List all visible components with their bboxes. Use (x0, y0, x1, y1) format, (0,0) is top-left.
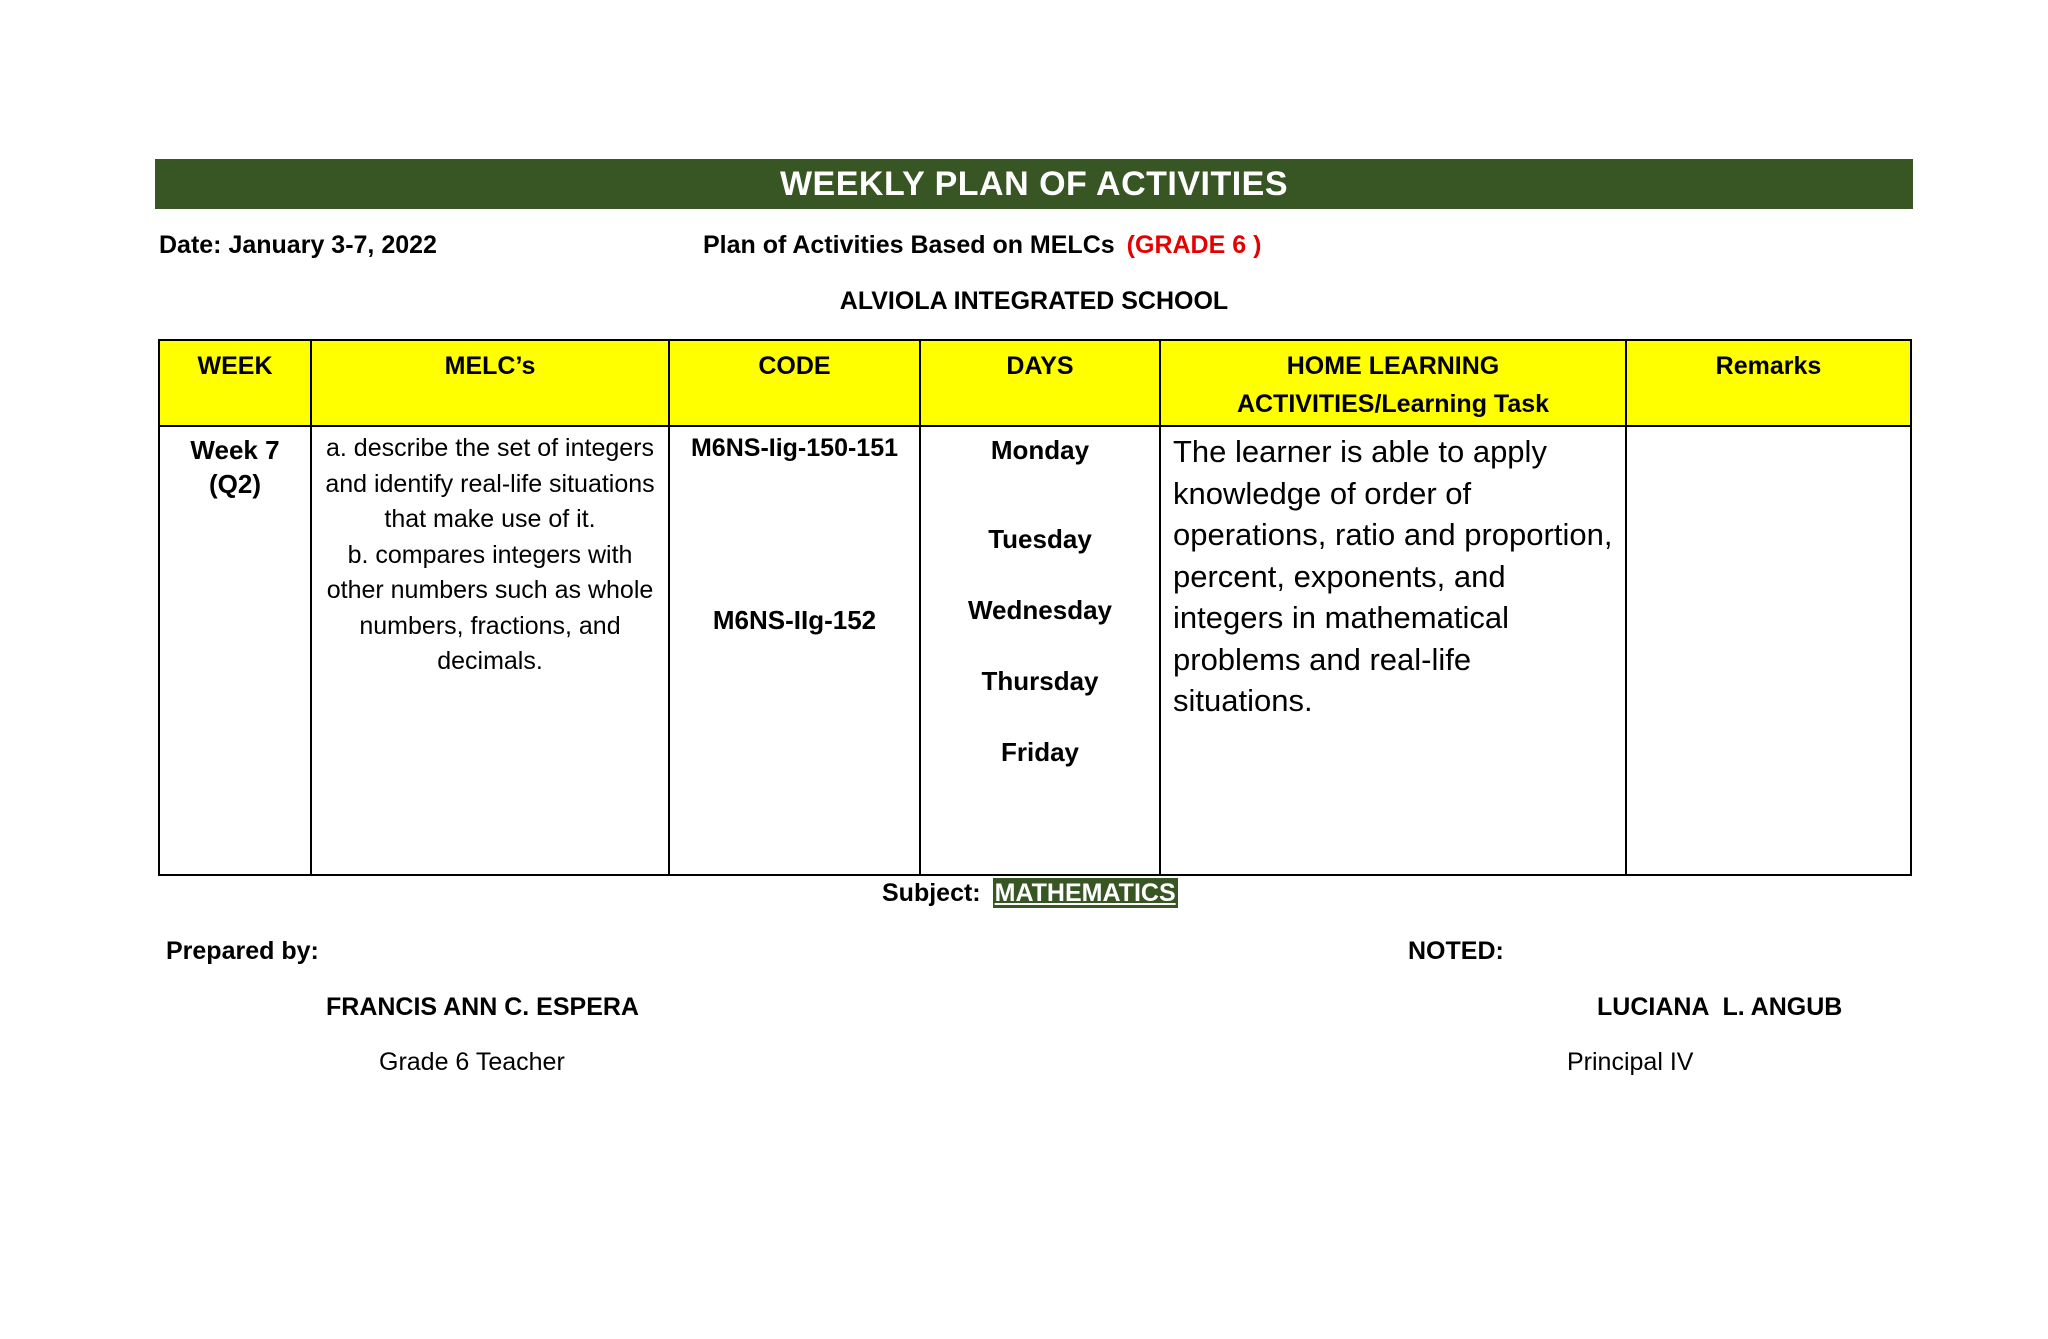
week-number: Week 7 (190, 435, 280, 465)
header-days: DAYS (920, 340, 1160, 426)
table-header-row (159, 340, 1911, 426)
weekly-plan-table (158, 339, 1912, 876)
quarter-label: (Q2) (209, 469, 261, 499)
day-thursday: Thursday (981, 666, 1099, 696)
cell-home-learning: The learner is able to apply knowledge of order of operations, ratio and proportion, percent, exponents, and integers in mathematical problems and real-life situations. (1160, 426, 1626, 875)
noter-name: LUCIANA L. ANGUB (1597, 993, 1843, 1021)
noter-title: Principal IV (1567, 1048, 1694, 1076)
melc-b: b. compares integers with other numbers such as whole numbers, fractions, and decimals. (326, 540, 654, 675)
code-1: M6NS-Iig-150-151 (690, 434, 899, 462)
header-remarks: Remarks (1626, 340, 1911, 426)
code-2: M6NS-IIg-152 (712, 605, 877, 635)
preparer-name: FRANCIS ANN C. ESPERA (326, 993, 639, 1021)
date-text: Date: January 3-7, 2022 (159, 231, 437, 259)
header-home-line2: ACTIVITIES/Learning Task (1236, 390, 1550, 418)
header-home-line1: HOME LEARNING (1286, 352, 1500, 380)
header-home-learning (1160, 340, 1626, 426)
day-monday: Monday (990, 435, 1090, 465)
melc-a: a. describe the set of integers and identify real-life situations that make use of it. (325, 434, 655, 533)
cell-week (159, 426, 311, 875)
header-code: CODE (669, 340, 920, 426)
table-row (159, 426, 1911, 875)
cell-remarks (1626, 426, 1911, 875)
subject-label: Subject: (882, 878, 981, 907)
plan-label: Plan of Activities Based on MELCs (703, 231, 1115, 259)
subject-value: MATHEMATICS (994, 879, 1176, 907)
header-week: WEEK (159, 340, 311, 426)
day-wednesday: Wednesday (967, 595, 1112, 625)
prepared-by-label: Prepared by: (166, 937, 319, 965)
cell-code (669, 426, 920, 875)
cell-days (920, 426, 1160, 875)
cell-melc (311, 426, 669, 875)
grade-label: (GRADE 6 ) (1126, 231, 1262, 259)
subject-line (882, 878, 1178, 908)
header-melc: MELC’s (311, 340, 669, 426)
day-tuesday: Tuesday (988, 524, 1092, 554)
noted-label: NOTED: (1408, 937, 1504, 965)
school-name: ALVIOLA INTEGRATED SCHOOL (839, 287, 1229, 315)
day-friday: Friday (1000, 737, 1080, 767)
preparer-title: Grade 6 Teacher (379, 1048, 565, 1076)
page-banner-title: WEEKLY PLAN OF ACTIVITIES (155, 159, 1913, 209)
plan-heading (703, 231, 1261, 260)
